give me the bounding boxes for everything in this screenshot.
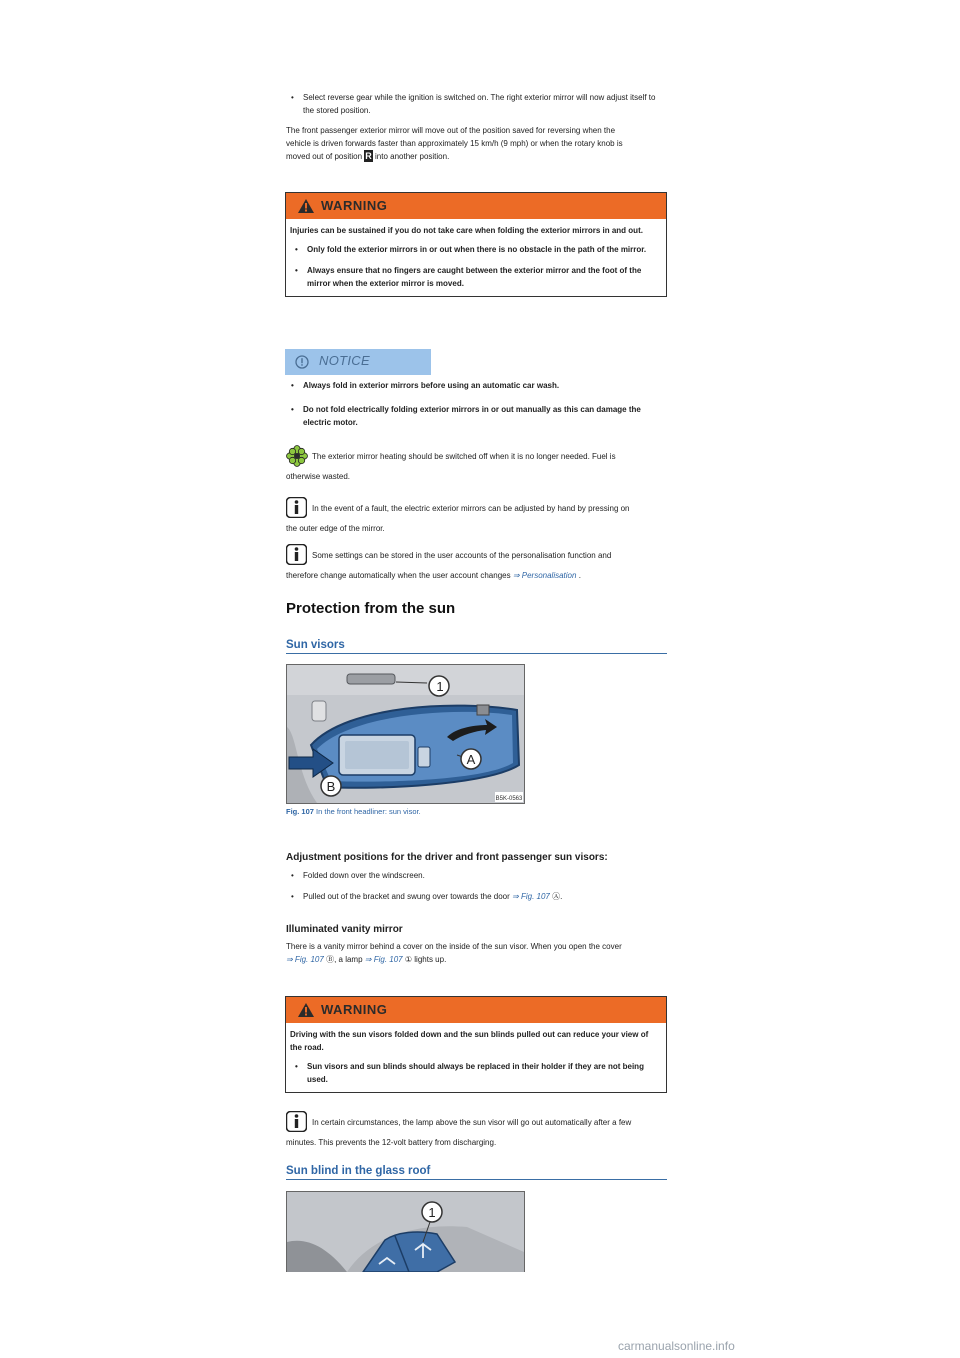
- exclamation-circle-icon: [295, 355, 309, 369]
- fig-107-link[interactable]: ⇒ Fig. 107: [364, 955, 403, 964]
- sun-blind-figure: [286, 1191, 525, 1272]
- warning-title: WARNING: [321, 198, 388, 213]
- warning-triangle-icon: [297, 198, 315, 214]
- environment-flower-icon: [286, 445, 308, 467]
- intro-line: moved out of position R into another position.: [286, 151, 450, 161]
- sun-visor-illustration: [287, 665, 524, 803]
- warning-triangle-icon: [297, 1002, 315, 1018]
- figure-label-1: 1: [428, 1205, 436, 1220]
- info-icon: [286, 544, 307, 565]
- personalisation-link[interactable]: ⇒ Personalisation: [512, 571, 577, 580]
- info-icon: [286, 497, 307, 518]
- sun-blind-heading: Sun blind in the glass roof: [286, 1165, 667, 1180]
- notice-list: [286, 379, 658, 429]
- figure-code: B5K-0563: [495, 796, 523, 802]
- notice-header: [285, 349, 431, 375]
- adjustment-list: [286, 869, 666, 903]
- notice-title: NOTICE: [319, 353, 370, 368]
- adjustment-item: • Folded down over the windscreen.: [286, 869, 666, 882]
- intro-bullet: • Select reverse gear while the ignition is switched on. The right exterior mirror will now adjust itself to the stored position.: [286, 91, 656, 117]
- sun-visors-heading: Sun visors: [286, 639, 667, 654]
- warning-box: [285, 192, 667, 297]
- info-icon: [286, 1111, 307, 1132]
- warning-item: • Only fold the exterior mirrors in or out when there is no obstacle in the path of the mirror.: [290, 243, 658, 256]
- warning-item: • Always ensure that no fingers are caught between the exterior mirror and the foot of the mirror when the exterior mirror is moved.: [290, 264, 658, 290]
- figure-label-a: A: [466, 752, 476, 767]
- vanity-paragraph: There is a vanity mirror behind a cover on the inside of the sun visor. When you open the cover ⇒ Fig. 107 Ⓑ, a lamp ⇒ Fig. 107 ① lights up.: [286, 942, 622, 964]
- warning-text: Driving with the sun visors folded down and the sun blinds pulled out can reduce your view of the road.: [290, 1030, 649, 1052]
- figure-caption: Fig. 107 In the front headliner: sun visor.: [286, 807, 421, 816]
- figure-number: Fig. 107: [286, 807, 314, 816]
- warning-title: WARNING: [321, 1002, 388, 1017]
- adjustment-heading: Adjustment positions for the driver and front passenger sun visors:: [286, 852, 608, 863]
- section-title: Protection from the sun: [286, 600, 456, 617]
- figure-label-1: 1: [436, 679, 444, 694]
- warning-text: Injuries can be sustained if you do not take care when folding the exterior mirrors in and out.: [290, 226, 643, 235]
- intro-line: The front passenger exterior mirror will move out of the position saved for reversing when the: [286, 126, 616, 135]
- fig-107-link[interactable]: ⇒ Fig. 107: [286, 955, 324, 964]
- fig-107-link[interactable]: ⇒ Fig. 107: [512, 892, 550, 901]
- notice-item: • Do not fold electrically folding exterior mirrors in or out manually as this can damage the electric motor.: [286, 403, 658, 429]
- vanity-mirror-heading: Illuminated vanity mirror: [286, 924, 403, 935]
- warning-box: [285, 996, 667, 1093]
- warning-header: [286, 997, 666, 1023]
- intro-paragraph: [286, 124, 666, 163]
- notice-item: • Always fold in exterior mirrors before using an automatic car wash.: [286, 379, 658, 392]
- adjustment-item: • Pulled out of the bracket and swung over towards the door ⇒ Fig. 107 Ⓐ.: [286, 890, 666, 903]
- watermark: carmanualsonline.info: [618, 1339, 735, 1353]
- figure-label-b: B: [326, 779, 336, 794]
- reverse-gear-symbol: R: [365, 151, 372, 161]
- sun-visor-figure: [286, 664, 525, 804]
- intro-bullet-list: [286, 91, 656, 117]
- sun-blind-illustration: [287, 1192, 524, 1272]
- warning-header: [286, 193, 666, 219]
- intro-line: vehicle is driven forwards faster than approximately 15 km/h (9 mph) or when the rotary knob is: [286, 139, 623, 148]
- warning-item: • Sun visors and sun blinds should always be replaced in their holder if they are not being used.: [290, 1060, 658, 1086]
